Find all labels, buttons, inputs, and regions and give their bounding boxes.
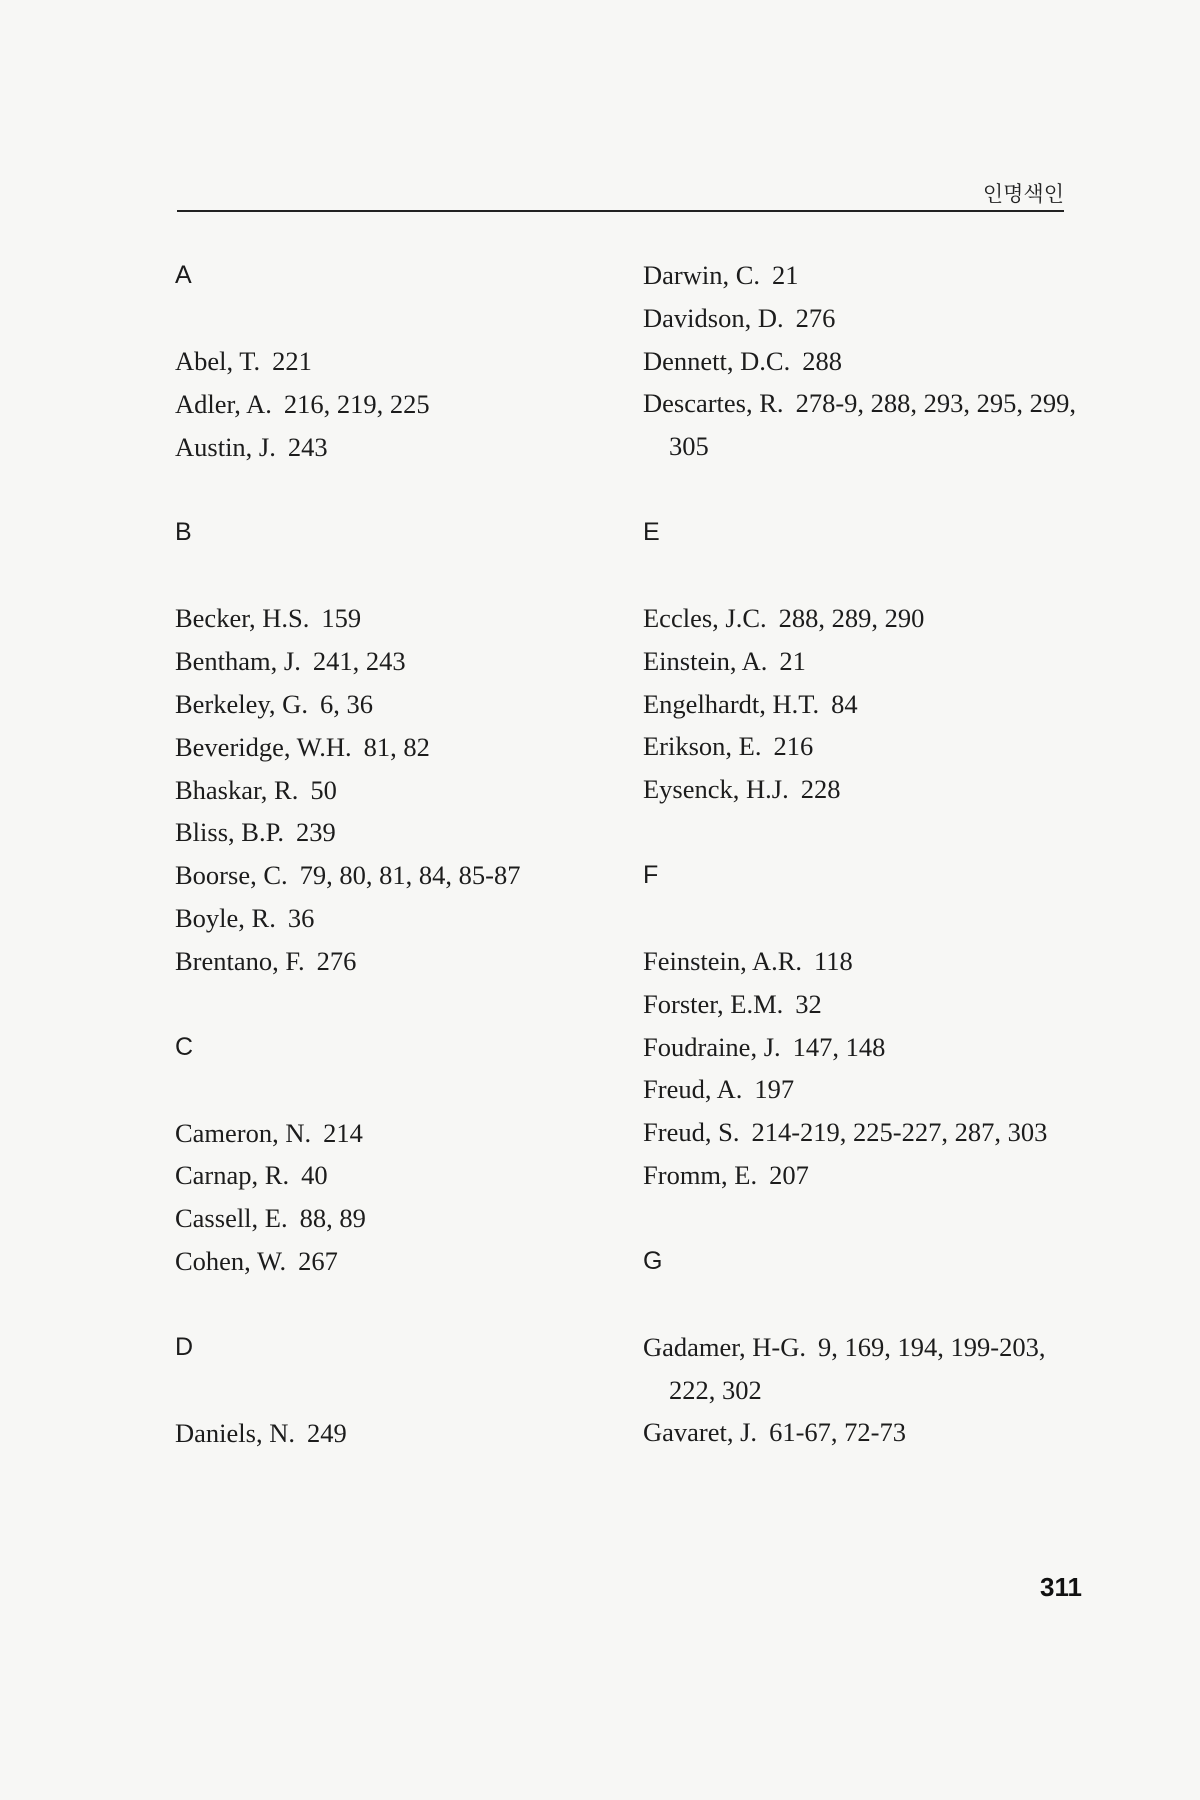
entry-name: Dennett, D.C. bbox=[643, 345, 791, 376]
index-entry bbox=[175, 811, 635, 854]
section-letter: G bbox=[643, 1246, 663, 1275]
index-entry bbox=[643, 1111, 1083, 1154]
entry-name: Gadamer, H-G. bbox=[643, 1331, 807, 1362]
section-letter: F bbox=[643, 860, 659, 889]
entry-pages: 32 bbox=[795, 988, 822, 1019]
index-entry bbox=[643, 640, 1083, 683]
index-entry bbox=[175, 940, 635, 983]
index-entry bbox=[175, 1240, 635, 1283]
entry-pages: 214-219, 225-227, 287, 303 bbox=[751, 1117, 1048, 1148]
section-letter: A bbox=[175, 261, 192, 289]
index-section bbox=[643, 254, 1083, 468]
section-spacer bbox=[175, 1369, 635, 1412]
section-letter: C bbox=[175, 1032, 194, 1061]
entry-pages: 21 bbox=[772, 260, 799, 290]
index-section bbox=[175, 1283, 635, 1455]
entry-pages: 40 bbox=[301, 1160, 328, 1191]
entry-pages: 216, 219, 225 bbox=[283, 388, 430, 419]
entry-name: Becker, H.S. bbox=[175, 603, 310, 634]
section-spacer bbox=[175, 554, 635, 597]
entry-name: Cassell, E. bbox=[175, 1203, 288, 1234]
index-entry bbox=[643, 382, 1083, 468]
index-entry bbox=[175, 726, 635, 769]
index-section bbox=[643, 468, 1083, 811]
entry-name: Einstein, A. bbox=[643, 645, 768, 676]
header-title: 인명색인 bbox=[982, 182, 1064, 206]
section-spacer bbox=[643, 468, 1083, 511]
entry-pages: 249 bbox=[306, 1417, 347, 1448]
entry-name: Cohen, W. bbox=[175, 1245, 287, 1276]
section-letter: B bbox=[175, 518, 192, 547]
index-section bbox=[175, 983, 635, 1283]
entry-name: Feinstein, A.R. bbox=[643, 945, 803, 976]
entry-name: Bentham, J. bbox=[175, 646, 301, 677]
entry-name: Boyle, R. bbox=[175, 902, 276, 933]
section-spacer bbox=[175, 297, 635, 340]
entry-pages: 21 bbox=[779, 645, 806, 676]
index-column-right bbox=[643, 254, 1083, 1454]
section-letter: D bbox=[175, 1332, 194, 1361]
entry-name: Cameron, N. bbox=[175, 1117, 312, 1148]
entry-pages: 81, 82 bbox=[363, 731, 430, 762]
index-entry bbox=[175, 769, 635, 812]
entry-pages: 288 bbox=[802, 345, 842, 376]
entry-pages: 147, 148 bbox=[792, 1031, 886, 1062]
index-section bbox=[643, 811, 1083, 1197]
entry-name: Freud, A. bbox=[643, 1074, 743, 1105]
index-entry bbox=[175, 1112, 635, 1155]
entry-pages: 221 bbox=[272, 346, 312, 376]
entry-name: Abel, T. bbox=[175, 346, 261, 376]
entry-pages: 159 bbox=[321, 603, 362, 634]
entry-name: Foudraine, J. bbox=[643, 1031, 781, 1062]
entry-name: Adler, A. bbox=[175, 388, 272, 419]
index-entry bbox=[643, 683, 1083, 726]
entry-name: Darwin, C. bbox=[643, 260, 761, 290]
section-spacer bbox=[175, 468, 635, 511]
index-column-left bbox=[175, 254, 635, 1455]
index-entry bbox=[643, 254, 1083, 297]
index-entry bbox=[175, 640, 635, 683]
index-entry bbox=[175, 683, 635, 726]
entry-pages: 207 bbox=[769, 1159, 809, 1190]
entry-pages: 214 bbox=[323, 1117, 363, 1148]
entry-pages: 243 bbox=[287, 431, 328, 462]
index-entry bbox=[643, 768, 1083, 811]
running-header bbox=[177, 172, 1064, 212]
index-entry bbox=[175, 897, 635, 940]
entry-name: Boorse, C. bbox=[175, 860, 288, 891]
entry-pages: 241, 243 bbox=[312, 646, 406, 677]
section-spacer bbox=[643, 1283, 1083, 1326]
index-entry bbox=[643, 297, 1083, 340]
index-entry bbox=[643, 725, 1083, 768]
entry-pages: 6, 36 bbox=[319, 688, 373, 719]
section-spacer bbox=[643, 1197, 1083, 1240]
index-entry bbox=[643, 983, 1083, 1026]
entry-pages: 197 bbox=[754, 1074, 795, 1105]
index-entry bbox=[643, 1154, 1083, 1197]
entry-name: Bhaskar, R. bbox=[175, 774, 299, 805]
entry-pages: 239 bbox=[296, 817, 336, 848]
entry-name: Austin, J. bbox=[175, 431, 276, 462]
index-entry bbox=[643, 1026, 1083, 1069]
entry-pages: 228 bbox=[800, 774, 841, 805]
entry-name: Descartes, R. bbox=[643, 388, 784, 419]
index-entry bbox=[643, 340, 1083, 383]
index-entry bbox=[643, 597, 1083, 640]
entry-pages: 267 bbox=[298, 1245, 338, 1276]
entry-name: Forster, E.M. bbox=[643, 988, 784, 1019]
entry-name: Carnap, R. bbox=[175, 1160, 290, 1191]
entry-name: Brentano, F. bbox=[175, 945, 305, 976]
index-entry bbox=[175, 1197, 635, 1240]
page-number: 311 bbox=[1040, 1572, 1082, 1602]
section-spacer bbox=[175, 1069, 635, 1112]
entry-name: Erikson, E. bbox=[643, 731, 762, 762]
entry-name: Davidson, D. bbox=[643, 302, 784, 333]
entry-name: Fromm, E. bbox=[643, 1159, 758, 1190]
entry-pages: 276 bbox=[795, 302, 836, 333]
index-entry bbox=[175, 383, 635, 426]
entry-pages: 36 bbox=[287, 902, 315, 933]
index-entry bbox=[643, 1326, 1083, 1412]
entry-pages: 9, 169, 194, 199-203, 222, 302 bbox=[669, 1331, 1046, 1405]
entry-name: Bliss, B.P. bbox=[175, 817, 285, 848]
entry-name: Engelhardt, H.T. bbox=[643, 688, 820, 719]
index-entry bbox=[643, 1068, 1083, 1111]
entry-name: Daniels, N. bbox=[175, 1417, 295, 1448]
section-letter: E bbox=[643, 517, 660, 546]
index-section bbox=[175, 254, 635, 468]
index-entry bbox=[175, 426, 635, 469]
entry-name: Freud, S. bbox=[643, 1117, 740, 1148]
entry-name: Berkeley, G. bbox=[175, 688, 308, 719]
entry-pages: 118 bbox=[814, 945, 853, 976]
index-entry bbox=[643, 940, 1083, 983]
index-entry bbox=[175, 1154, 635, 1197]
entry-name: Eysenck, H.J. bbox=[643, 774, 789, 805]
entry-pages: 79, 80, 81, 84, 85-87 bbox=[299, 860, 521, 891]
entry-pages: 84 bbox=[831, 688, 858, 719]
section-spacer bbox=[175, 1283, 635, 1326]
entry-name: Gavaret, J. bbox=[643, 1417, 758, 1448]
section-spacer bbox=[643, 897, 1083, 940]
section-spacer bbox=[643, 554, 1083, 597]
index-section bbox=[175, 468, 635, 982]
entry-pages: 50 bbox=[310, 774, 337, 805]
index-entry bbox=[175, 1412, 635, 1455]
entry-pages: 278-9, 288, 293, 295, 299, 305 bbox=[669, 388, 1077, 462]
index-entry bbox=[175, 854, 635, 897]
index-section bbox=[643, 1197, 1083, 1454]
entry-name: Eccles, J.C. bbox=[643, 602, 767, 633]
entry-pages: 216 bbox=[773, 731, 814, 762]
entry-pages: 288, 289, 290 bbox=[778, 602, 925, 633]
entry-pages: 276 bbox=[316, 945, 357, 976]
index-entry bbox=[175, 340, 635, 383]
entry-pages: 61-67, 72-73 bbox=[769, 1417, 906, 1448]
index-entry bbox=[643, 1411, 1083, 1454]
entry-pages: 88, 89 bbox=[299, 1203, 366, 1234]
section-spacer bbox=[175, 983, 635, 1026]
index-entry bbox=[175, 597, 635, 640]
section-spacer bbox=[643, 811, 1083, 854]
entry-name: Beveridge, W.H. bbox=[175, 731, 352, 762]
